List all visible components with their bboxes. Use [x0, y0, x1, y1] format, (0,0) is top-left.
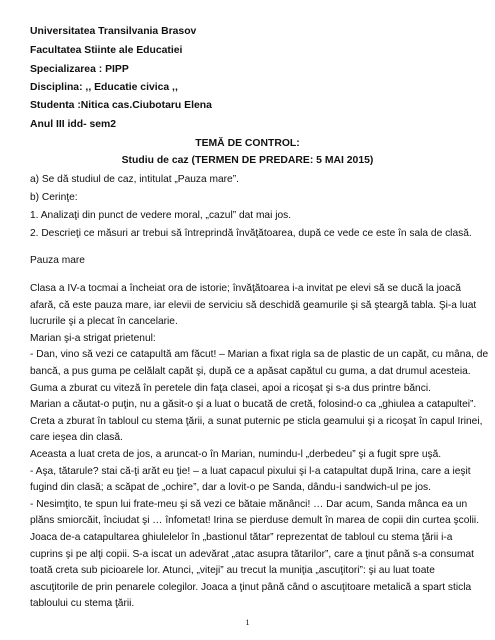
- assignment-subtitle: Studiu de caz (TERMEN DE PREDARE: 5 MAI 2015): [121, 155, 374, 166]
- header-specialization: Specializarea : PIPP: [30, 64, 129, 75]
- story-line: Guma a zburat cu viteză în peretele din faţa clasei, apoi a ricoşat şi s-a dus printre bănci.: [30, 382, 431, 394]
- story-line: toată creta sub picioarele lor. Atunci, „viteji” au trecut la muniţia „ascuţitori”: şi au luat toate: [30, 565, 435, 577]
- page-number: 1: [245, 617, 250, 627]
- header-discipline: Disciplina: ,, Educatie civica ,,: [30, 82, 178, 93]
- task-line: 1. Analizaţi din punct de vedere moral, „cazul” dat mai jos.: [30, 210, 292, 221]
- story-line: Marian şi-a strigat prietenul:: [30, 332, 156, 344]
- story-title: Pauza mare: [30, 255, 85, 266]
- story-line: - Nesimţito, te spun lui frate-meu şi să vezi ce bătaie mănânci! … Dar acum, Sanda mânca ea un: [30, 498, 468, 510]
- story-line: tabloului cu stema ţării.: [30, 598, 135, 610]
- header-student: Studenta :Nitica cas.Ciubotaru Elena: [30, 100, 212, 111]
- task-line: b) Cerinţe:: [30, 192, 78, 203]
- story-line: afară, că este pauza mare, iar elevii de serviciu să deschidă geamurile şi să şteargă tabla. Şi-a luat: [30, 299, 477, 311]
- story-line: Aceasta a luat creta de jos, a aruncat-o în Marian, numindu-l „derbedeu” şi a fugit spre uşă.: [30, 449, 442, 460]
- task-line: a) Se dă studiul de caz, intitulat „Pauza mare”.: [30, 174, 239, 185]
- story-line: care ieşea din clasă.: [30, 432, 123, 444]
- story-line: fugind din clasă; a scăpat de „ochire”, dar a lovit-o pe Sanda, dându-i sandwich-ul pe jos.: [30, 482, 431, 494]
- story-line: lucrurile şi a plecat în cancelarie.: [30, 316, 178, 328]
- task-line: 2. Descrieţi ce măsuri ar trebui să întreprindă învăţătoarea, după ce vede ce este în sala de clasă.: [30, 228, 472, 239]
- header-year: Anul III idd- sem2: [30, 119, 117, 130]
- story-line: Marian a căutat-o puţin, nu a găsit-o şi a luat o bucată de cretă, folosind-o ca „ghiulea a catapultei”.: [30, 399, 477, 411]
- story-line: Creta a zburat în tabloul cu stema ţării, a sunat puternic pe sticla geamului şi a ricoşat în capul Irinei,: [30, 415, 483, 427]
- story-line: - Dan, vino să vezi ce catapultă am făcut! – Marian a fixat rigla sa de plastic de un capăt, cu mâna, de: [30, 349, 489, 361]
- assignment-title: TEMĂ DE CONTROL:: [195, 138, 300, 149]
- story-line: - Aşa, tătarule? stai că-ţi arăt eu ţie! – a luat capacul pixului şi l-a catapultat după Irina, care a ieşit: [30, 465, 471, 477]
- story-line: plăns smiorcăit, înciudat şi … înfometat! Irina se pierduse demult în marea de copii din curtea şcolii.: [30, 515, 480, 527]
- story-line: cuprins şi pe alţi copii. S-a iscat un adevărat „atac asupra tătarilor”, care a ţinut până s-a consumat: [30, 548, 474, 560]
- story-line: ascuţitorile de prin penarele colegilor. Joaca a ţinut până când o ascuţitoare metalică a spart sticla: [30, 581, 472, 593]
- story-line: Joaca de-a catapultarea ghiulelelor în „bastionul tătar” reprezentat de tabloul cu stema ţării i-a: [30, 532, 453, 543]
- story-line: Clasa a IV-a tocmai a încheiat ora de istorie; învăţătoarea i-a invitat pe elevi să se ducă la joacă: [30, 283, 461, 294]
- header-university: Universitatea Transilvania Brasov: [30, 26, 197, 37]
- header-faculty: Facultatea Stiinte ale Educatiei: [30, 45, 183, 56]
- story-line: bancă, a pus guma pe celălalt capăt şi, după ce a apăsat capătul cu guma, a dat drumul acesteia.: [30, 366, 471, 377]
